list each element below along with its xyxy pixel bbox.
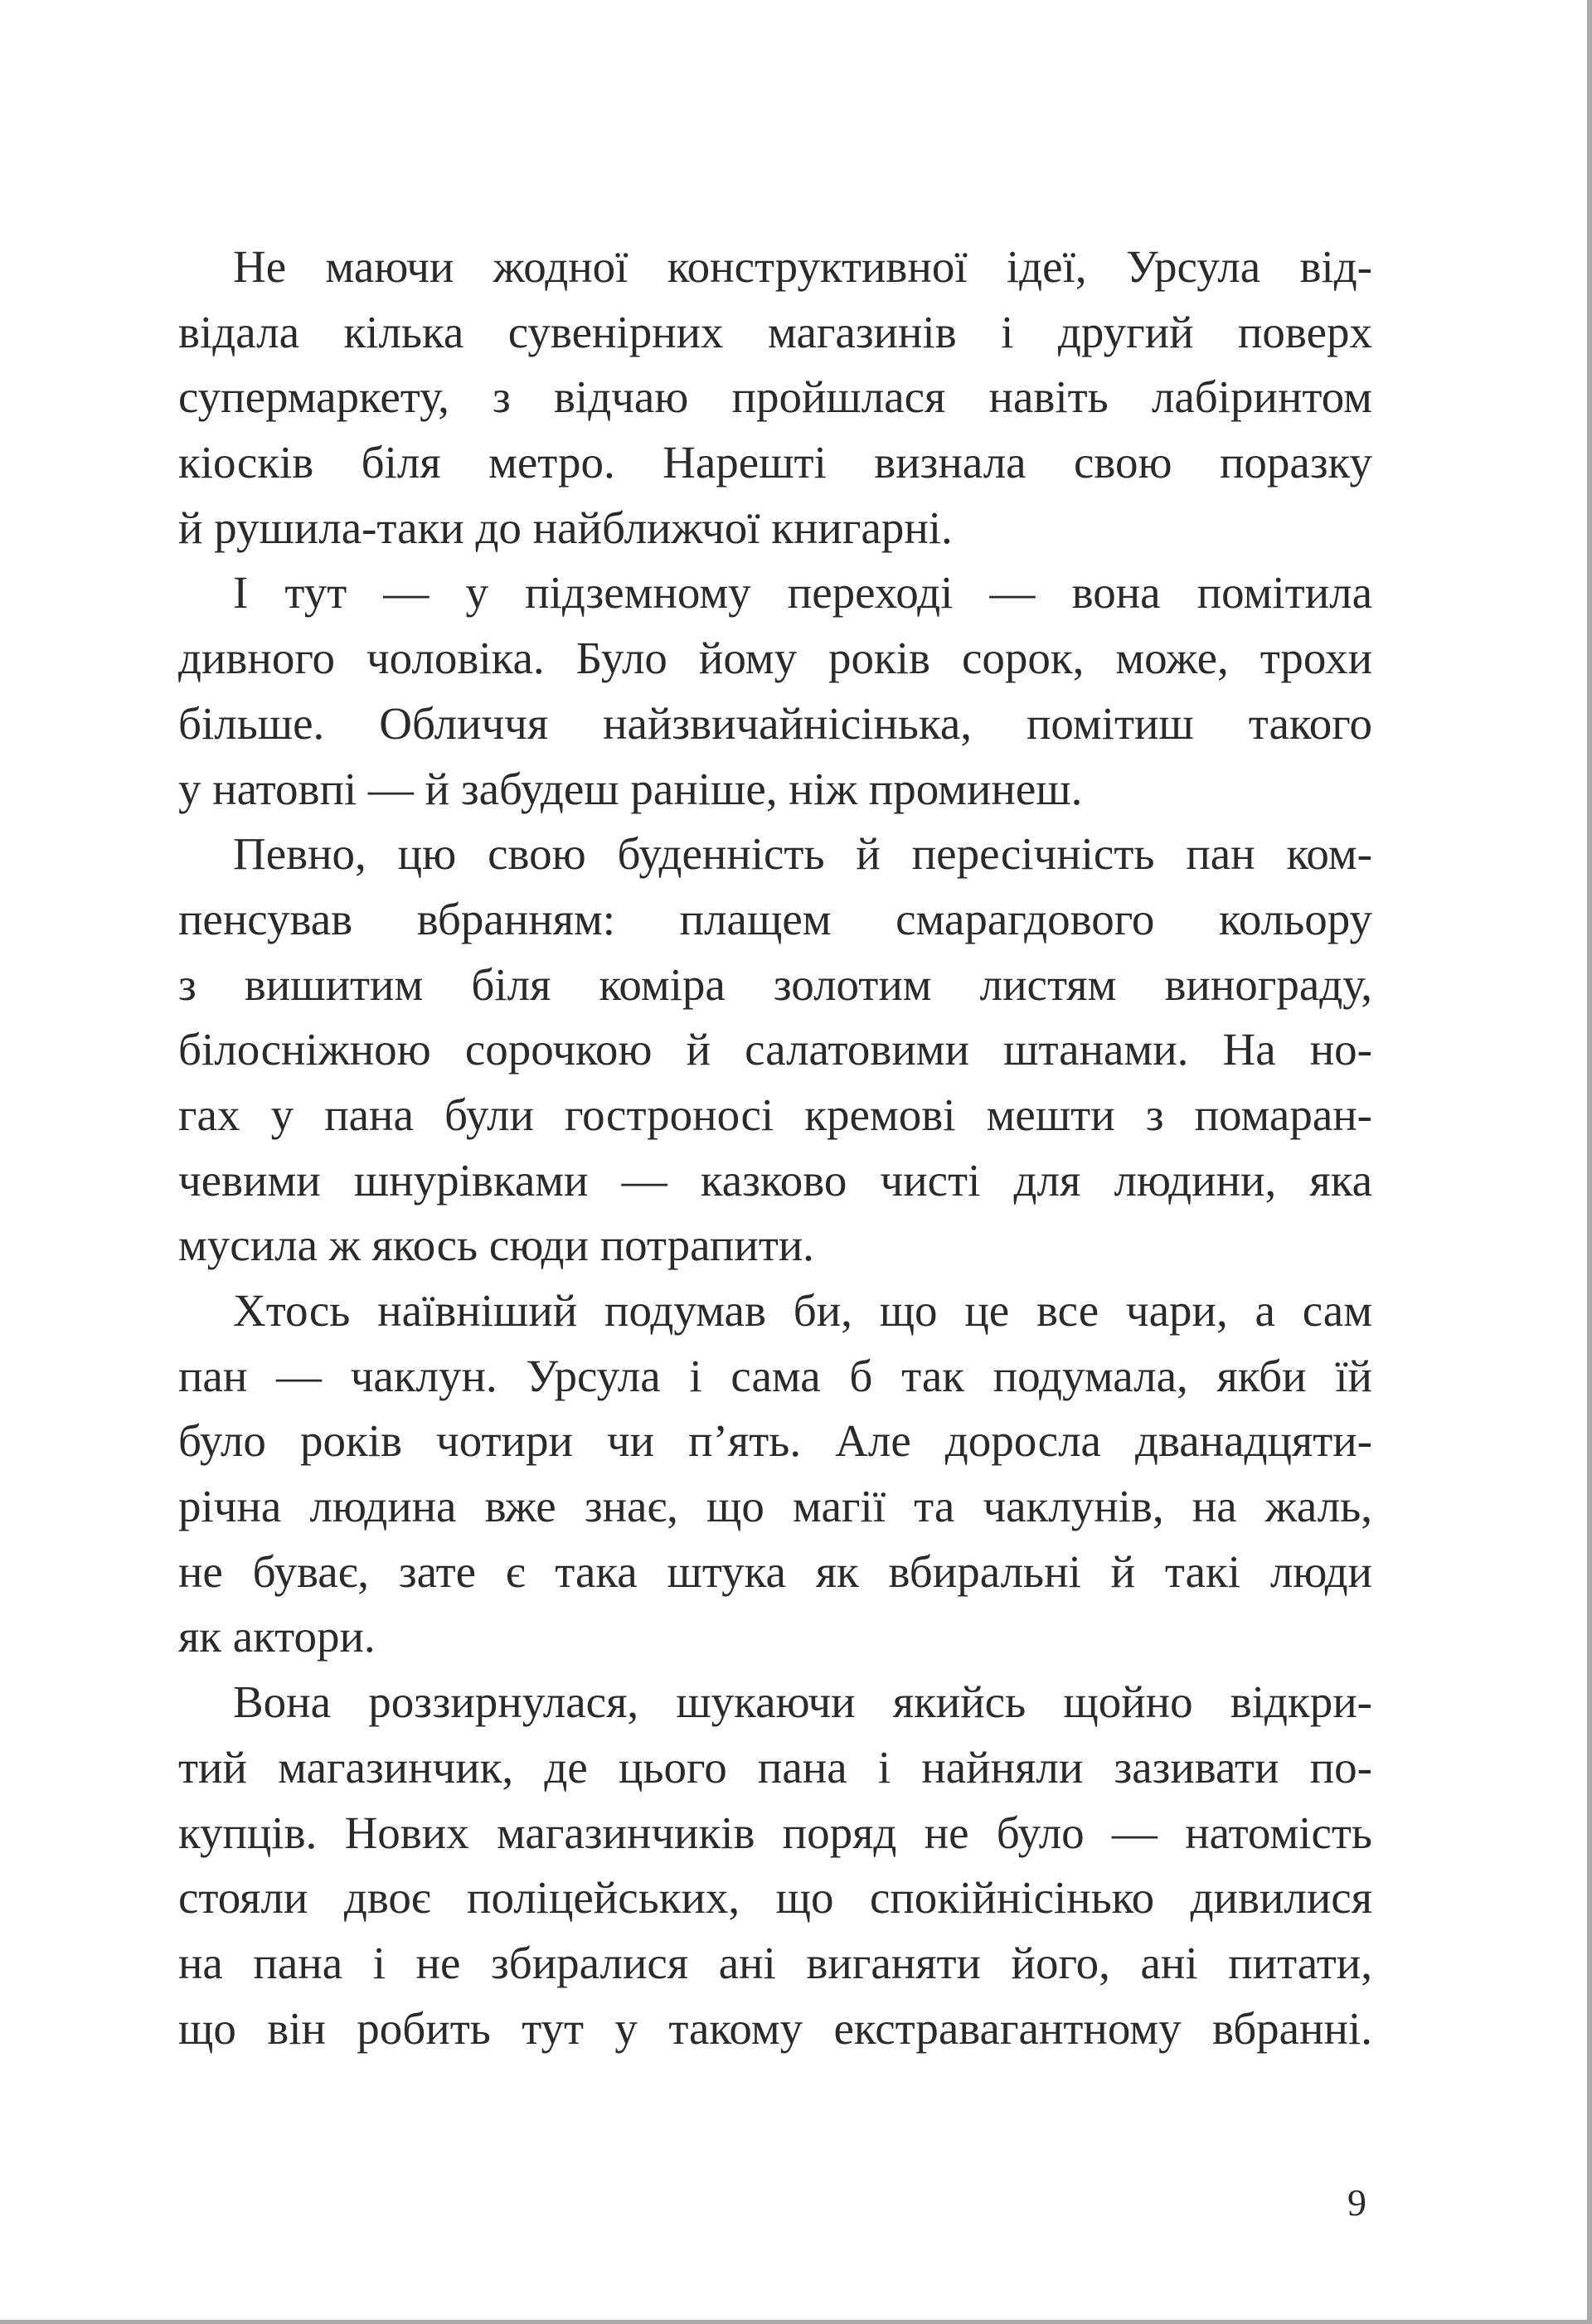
text-line: Вона роззирнулася, шукаючи якийсь щойно відкри- <box>233 1676 1372 1728</box>
text-line: у натовпі — й забудеш раніше, ніж проминеш. <box>178 763 1083 814</box>
text-line: стояли двоє поліцейських, що спокійнісінько дивилися <box>178 1872 1372 1924</box>
text-line: тий магазинчик, де цього пана і найняли зазивати по- <box>178 1741 1372 1793</box>
paragraph <box>178 822 1372 1278</box>
text-line: дивного чоловіка. Було йому років сорок, може, трохи <box>178 633 1372 684</box>
text-line: відала кілька сувенірних магазинів і другий поверх <box>178 306 1372 357</box>
text-line: чевими шнурівками — казково чисті для людини, яка <box>178 1154 1372 1206</box>
paragraph <box>178 560 1372 822</box>
text-line: що він робить тут у такому екстравагантному вбранні. <box>178 2002 1372 2054</box>
text-line: було років чотири чи п’ять. Але доросла дванадцяти- <box>178 1415 1372 1467</box>
text-line: білосніжною сорочкою й салатовими штанами. На но- <box>178 1024 1372 1075</box>
text-line: з вишитим біля коміра золотим листям винограду, <box>178 958 1372 1010</box>
text-line: як актори. <box>178 1611 376 1662</box>
text-line: пан — чаклун. Урсула і сама б так подумала, якби їй <box>178 1350 1372 1401</box>
text-line: супермаркету, з відчаю пройшлася навіть лабіринтом <box>178 371 1372 423</box>
text-line: пенсував вбранням: плащем смарагдового кольору <box>178 893 1372 944</box>
paragraph <box>178 1670 1372 2061</box>
text-line: І тут — у підземному переході — вона помітила <box>233 567 1372 619</box>
text-line: Хтось наївніший подумав би, що це все чари, а сам <box>233 1285 1372 1336</box>
text-line: більше. Обличчя найзвичайнісінька, помітиш такого <box>178 697 1372 749</box>
text-line: річна людина вже знає, що магії та чаклунів, на жаль, <box>178 1481 1372 1532</box>
text-line: Не маючи жодної конструктивної ідеї, Урсула від- <box>233 241 1372 292</box>
paragraph <box>178 1278 1372 1670</box>
paragraph <box>178 235 1372 560</box>
text-line: гах у пана були гостроносі кремові мешти з помаран- <box>178 1089 1372 1140</box>
body-text <box>178 235 1372 2061</box>
text-line: купців. Нових магазинчиків поряд не було — натомість <box>178 1807 1372 1858</box>
text-line: мусила ж якось сюди потрапити. <box>178 1220 814 1271</box>
page-number: 9 <box>1347 2181 1366 2224</box>
text-line: не буває, зате є така штука як вбиральні й такі люди <box>178 1545 1372 1597</box>
text-line: й рушила-таки до найближчої книгарні. <box>178 502 953 553</box>
text-line: кіосків біля метро. Нарешті визнала свою поразку <box>178 437 1372 488</box>
text-line: Певно, цю свою буденність й пересічність пан ком- <box>233 828 1372 880</box>
text-line: на пана і не збиралися ані виганяти його, ані питати, <box>178 1937 1372 1988</box>
